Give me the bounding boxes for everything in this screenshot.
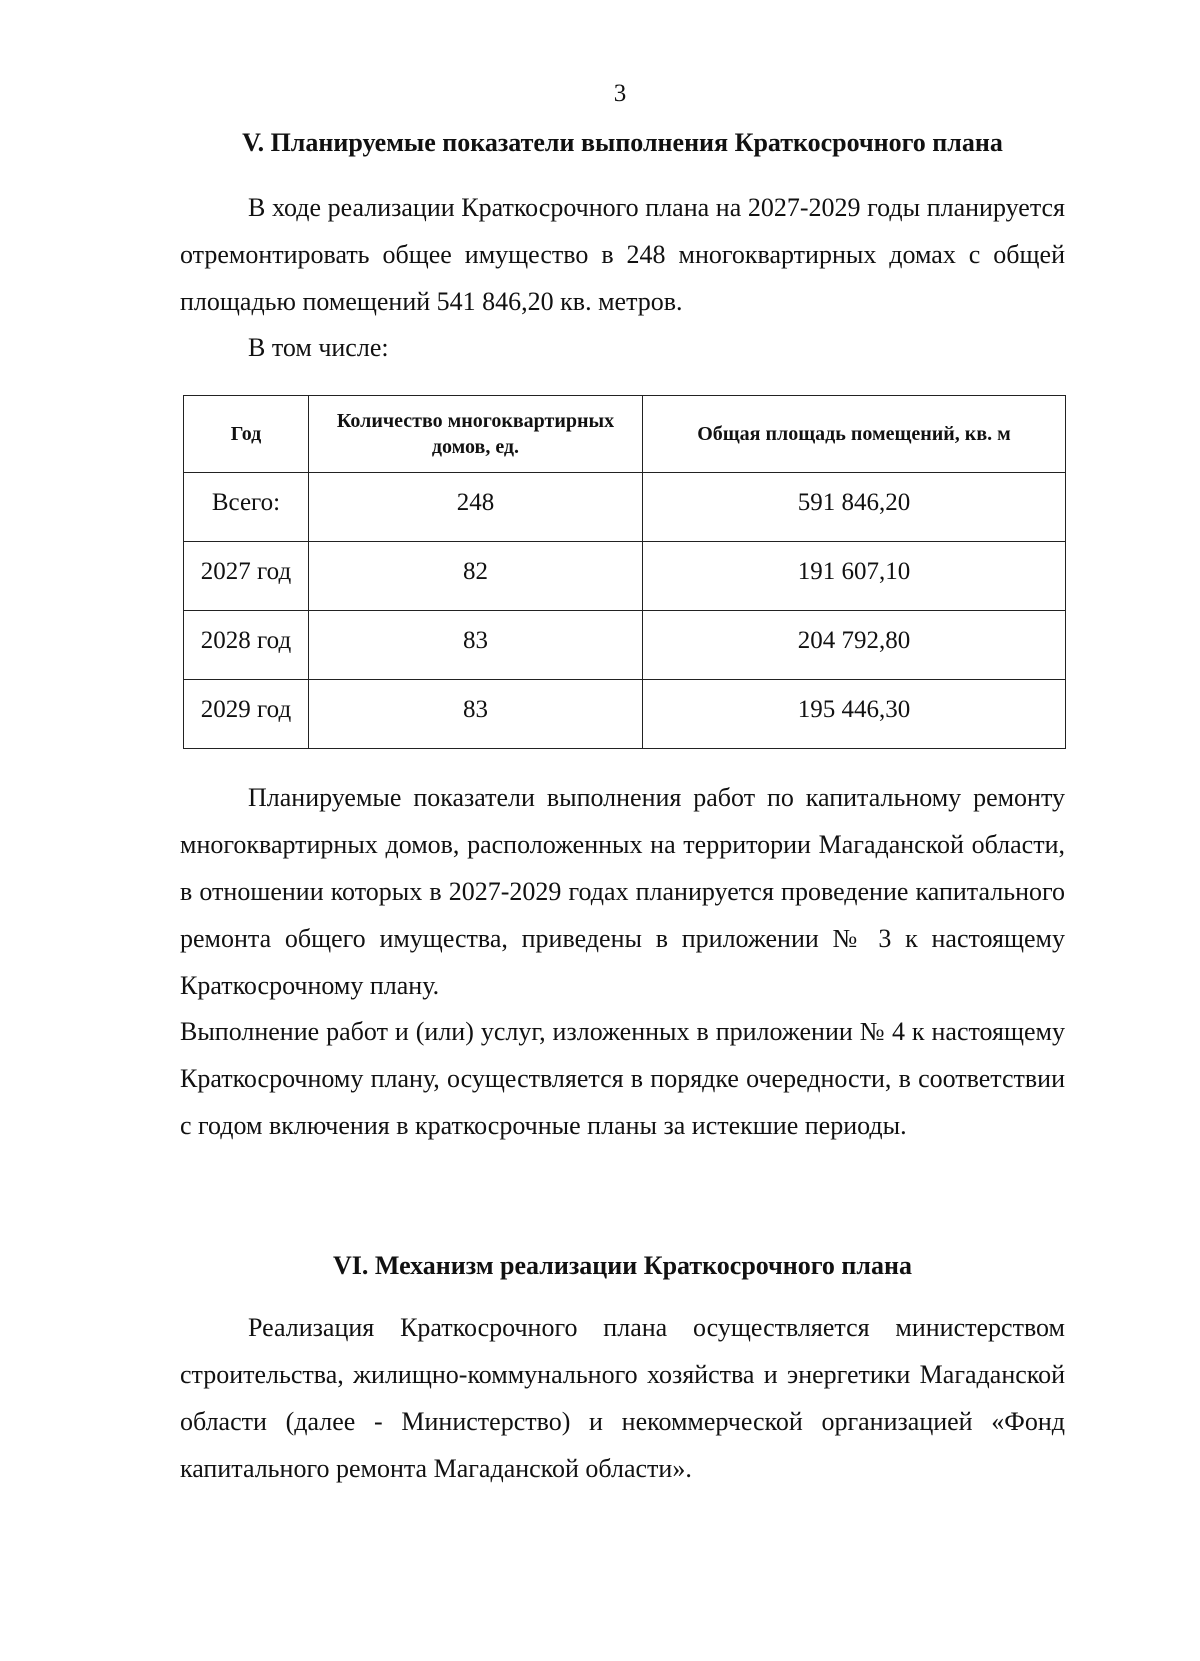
cell-area: 191 607,10 xyxy=(643,542,1066,611)
table-row xyxy=(184,542,1066,611)
table-row xyxy=(184,611,1066,680)
cell-houses: 83 xyxy=(309,680,643,749)
cell-year: 2029 год xyxy=(184,680,309,749)
section-6-paragraph-1: Реализация Краткосрочного плана осуществляется министерством строительства, жилищно-коммунального хозяйства и энергетики Магаданской области (далее - Министерство) и некоммерческой организацией «Фонд капитального ремонта Магаданской области». xyxy=(180,1313,1065,1483)
section-5-paragraph-3: Выполнение работ и (или) услуг, изложенных в приложении № 4 к настоящему Краткосрочному плану, осуществляется в порядке очередности, в соответствии с годом включения в краткосрочные планы за истекшие периоды. xyxy=(180,1017,1065,1140)
section-6-title: VI. Механизм реализации Краткосрочного плана xyxy=(333,1251,912,1280)
table-intro: В том числе: xyxy=(248,333,389,362)
cell-houses: 82 xyxy=(309,542,643,611)
header-total-area: Общая площадь помещений, кв. м xyxy=(643,396,1066,473)
table-row xyxy=(184,473,1066,542)
section-5-paragraph-2: Планируемые показатели выполнения работ по капитальному ремонту многоквартирных домов, расположенных на территории Магаданской области, в отношении которых в 2027-2029 годах планируется проведение капитального ремонта общего имущества, приведены в приложении № 3 к настоящему Краткосрочному плану. xyxy=(180,783,1065,1000)
cell-area: 195 446,30 xyxy=(643,680,1066,749)
header-year: Год xyxy=(184,396,309,473)
cell-houses: 83 xyxy=(309,611,643,680)
page-number: 3 xyxy=(613,80,627,107)
cell-year: Всего: xyxy=(184,473,309,542)
cell-area: 591 846,20 xyxy=(643,473,1066,542)
cell-year: 2028 год xyxy=(184,611,309,680)
section-5-title: V. Планируемые показатели выполнения Краткосрочного плана xyxy=(242,128,1003,157)
cell-area: 204 792,80 xyxy=(643,611,1066,680)
indicators-table xyxy=(183,395,1066,749)
header-houses-count: Количество многоквартирных домов, ед. xyxy=(309,396,643,473)
table-row xyxy=(184,680,1066,749)
table-header-row xyxy=(184,396,1066,473)
cell-houses: 248 xyxy=(309,473,643,542)
cell-year: 2027 год xyxy=(184,542,309,611)
section-5-paragraph-1: В ходе реализации Краткосрочного плана на 2027-2029 годы планируется отремонтировать общее имущество в 248 многоквартирных домах с общей площадью помещений 541 846,20 кв. метров. xyxy=(180,193,1065,316)
